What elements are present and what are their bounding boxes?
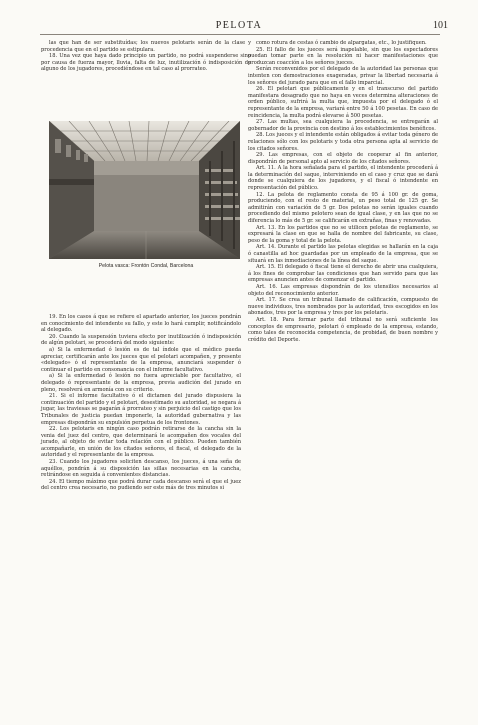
paragraph: Art. 15. El delegado ó fiscal tiene el derecho de abrir una cualquiera, á los fines de comprobar las condiciones que han servido para que las empresas anuncien antes de comenzar el partido. bbox=[248, 264, 438, 284]
page-header bbox=[0, 20, 478, 34]
fronton-interior-image bbox=[49, 121, 240, 259]
paragraph: 19. En los casos á que se refiere el apartado anterior, los jueces pondrán en conocimiento del intendente su fallo, y este lo hará cumplir, notificándolo al delegado. bbox=[41, 314, 241, 334]
paragraph: Serán reconvenidos por el delegado de la autoridad las personas que intenten con demostraciones exageradas, privar la libertad necesaria á los señores del jurado para que en el fallo imparcial. bbox=[248, 66, 438, 86]
paragraph: 24. El tiempo máximo que podrá durar cada descanso será el que el juez del centro crea necesario, no pudiendo ser este más de tres minutos si bbox=[41, 478, 241, 492]
page-number: 101 bbox=[433, 20, 448, 31]
paragraph: Art. 18. Para formar parte del tribunal no será suficiente los conceptos de empresario, pelotari ó empleado de la empresa, estando, como tales de reconocida competencia, de probidad, de buen nombre y crédito del Deporte. bbox=[248, 316, 438, 343]
paragraph: 26. El pelotari que públicamente y en el transcurso del partido manifestara desagrado que no haya en veces determina alteraciones de orden público, sufrirá la multa que, impuesta por el delegado ó el representante de la empresa, variará entre 50 á 100 pesetas. En caso de reincidencia, la multa podrá elevarse á 500 pesetas. bbox=[248, 86, 438, 119]
paragraph: Art. 14. Durante el partido las pelotas elegidas se hallarán en la caja ó canastilla ad hoc guardadas por un empleado de la empresa, que se situará en las inmediaciones de la línea del saque. bbox=[248, 244, 438, 264]
paragraph: Art. 16. Las empresas dispondrán de los utensilios necesarios al objeto del reconocimiento anterior. bbox=[248, 283, 438, 297]
figure-caption: Pelota vasca: Frontón Condal, Barcelona bbox=[98, 263, 194, 269]
left-column-bottom bbox=[41, 314, 241, 492]
paragraph: 20. Cuando la suspensión tuviera efecto por inutilización ó indisposición de algún pelotari, se procederá del modo siguiente: bbox=[41, 333, 241, 347]
paragraph: a) Si la enfermedad ó lesión es de tal índole que el médico pueda apreciar, certificarán ante los jueces que el pelotari acompañen, y presente «delegado» ó el representante de la empresa, anunciará suspender ó continuar el partido en consonancia con el informe facultativo. bbox=[41, 346, 241, 373]
paragraph: 28. Los jueces y el intendente están obligados á evitar toda género de relaciones sólo con los pelotaris y toda otra persona apta al servicio de los citados señores. bbox=[248, 132, 438, 152]
header-rule bbox=[40, 34, 440, 35]
paragraph: 25. El fallo de los jueces será inapelable, sin que los espectadores puedan tomar parte en la resolución ni hacer manifestaciones que produzcan coacción a los señores jueces. bbox=[248, 46, 438, 66]
running-title: PELOTA bbox=[215, 20, 263, 31]
paragraph: las que han de ser substituídas; los nuevos pelotaris serán de la clase y procedencia que en el partido se estipulara. bbox=[41, 40, 251, 53]
paragraph: 23. Cuando los jugadores soliciten descanso, los jueces, á una seña de aquéllos, pondrán á su disposición las sillas necesarias en la cancha, retirándose en seguida á convenientes distancias. bbox=[41, 459, 241, 479]
paragraph: Art. 17. Se crea un tribunal llamado de calificación, compuesto de nueve individuos, tres nombrados por la autoridad, tres escogidos en los abonados, tres por la empresa y tres por los pelotaris. bbox=[248, 297, 438, 317]
paragraph: 22. Los pelotaris en ningún caso podrán retirarse de la cancha sin la venia del juez del centro, que determinará le acompañen dos vocales del jurado, al objeto de evitar toda relación con el público. Pueden también acompañarle, en unión de los citados señores, el fiscal, el delegado de la autoridad y el representante de la empresa. bbox=[41, 426, 241, 459]
paragraph: como rotura de cestas ó cambio de alpargatas, etc., lo justifiquen. bbox=[256, 40, 427, 46]
paragraph: 29. Las empresas, con el objeto de cooperar al fin anterior, dispondrán de personal apto al servicio de los citados señores. bbox=[248, 152, 438, 165]
right-column bbox=[248, 40, 438, 343]
fronton-photograph bbox=[49, 121, 240, 259]
paragraph: a) Si la enfermedad ó lesión no fuera apreciable por facultativo, el delegado ó representante de la empresa, previa audición del jurado en pleno, resolverá en armonía con su criterio. bbox=[41, 373, 241, 393]
left-column-top bbox=[41, 40, 251, 73]
paragraph: 27. Las multas, sea cualquiera la procedencia, se entregarán al gobernador de la provincia con destino á los establecimientos benéficos. bbox=[248, 119, 438, 132]
paragraph: 21. Si el informe facultativo ó el dictamen del jurado dispusiera la continuación del partido y el pelotari, desestimado su autoridad, se negara á jugar, las traviesas se pagarán á prorrateo y sin perjuicio del castigo que los Tribunales de justicia puedan imponerle, la autoridad gubernativa y las empresas dispondrán su expulsión perpetua de los frontones. bbox=[41, 393, 241, 426]
paragraph: 12. La pelota de reglamento consta de 95 á 100 gr. de goma, produciendo, con el resto de material, un peso total de 125 gr. Se admitirán con variación de 5 gr. Dos pelotas no serán iguales cuando procediendo del mismo pelotero sean de igual clase, y en las que no se diferencia lo más de 5 gr. se calificarán en extrañas, finas y renovadas. bbox=[248, 191, 438, 225]
paragraph: 18. Una vez que haya dado principio un partido, no podrá suspenderse sino por causa de fuerza mayor, lluvia, falta de luz, inutilización ó indisposición de alguno de los jugadores, procediéndose en tal caso al prorrateo. bbox=[41, 53, 251, 73]
paragraph: Art. 11. A la hora señalada para el partido, el intendente procederá á la determinación del saque, interviniendo en el caso y cruz que se dará donde se cualquiera de los jugadores, y el fiscal ó intendente en representación del público. bbox=[248, 165, 438, 192]
paragraph: Art. 13. En los partidos que no se utilicen pelotas de reglamento, se expresará la clase en que se halla de nombre del fabricante, su clase, peso de la goma y total de la pelota. bbox=[248, 224, 438, 244]
